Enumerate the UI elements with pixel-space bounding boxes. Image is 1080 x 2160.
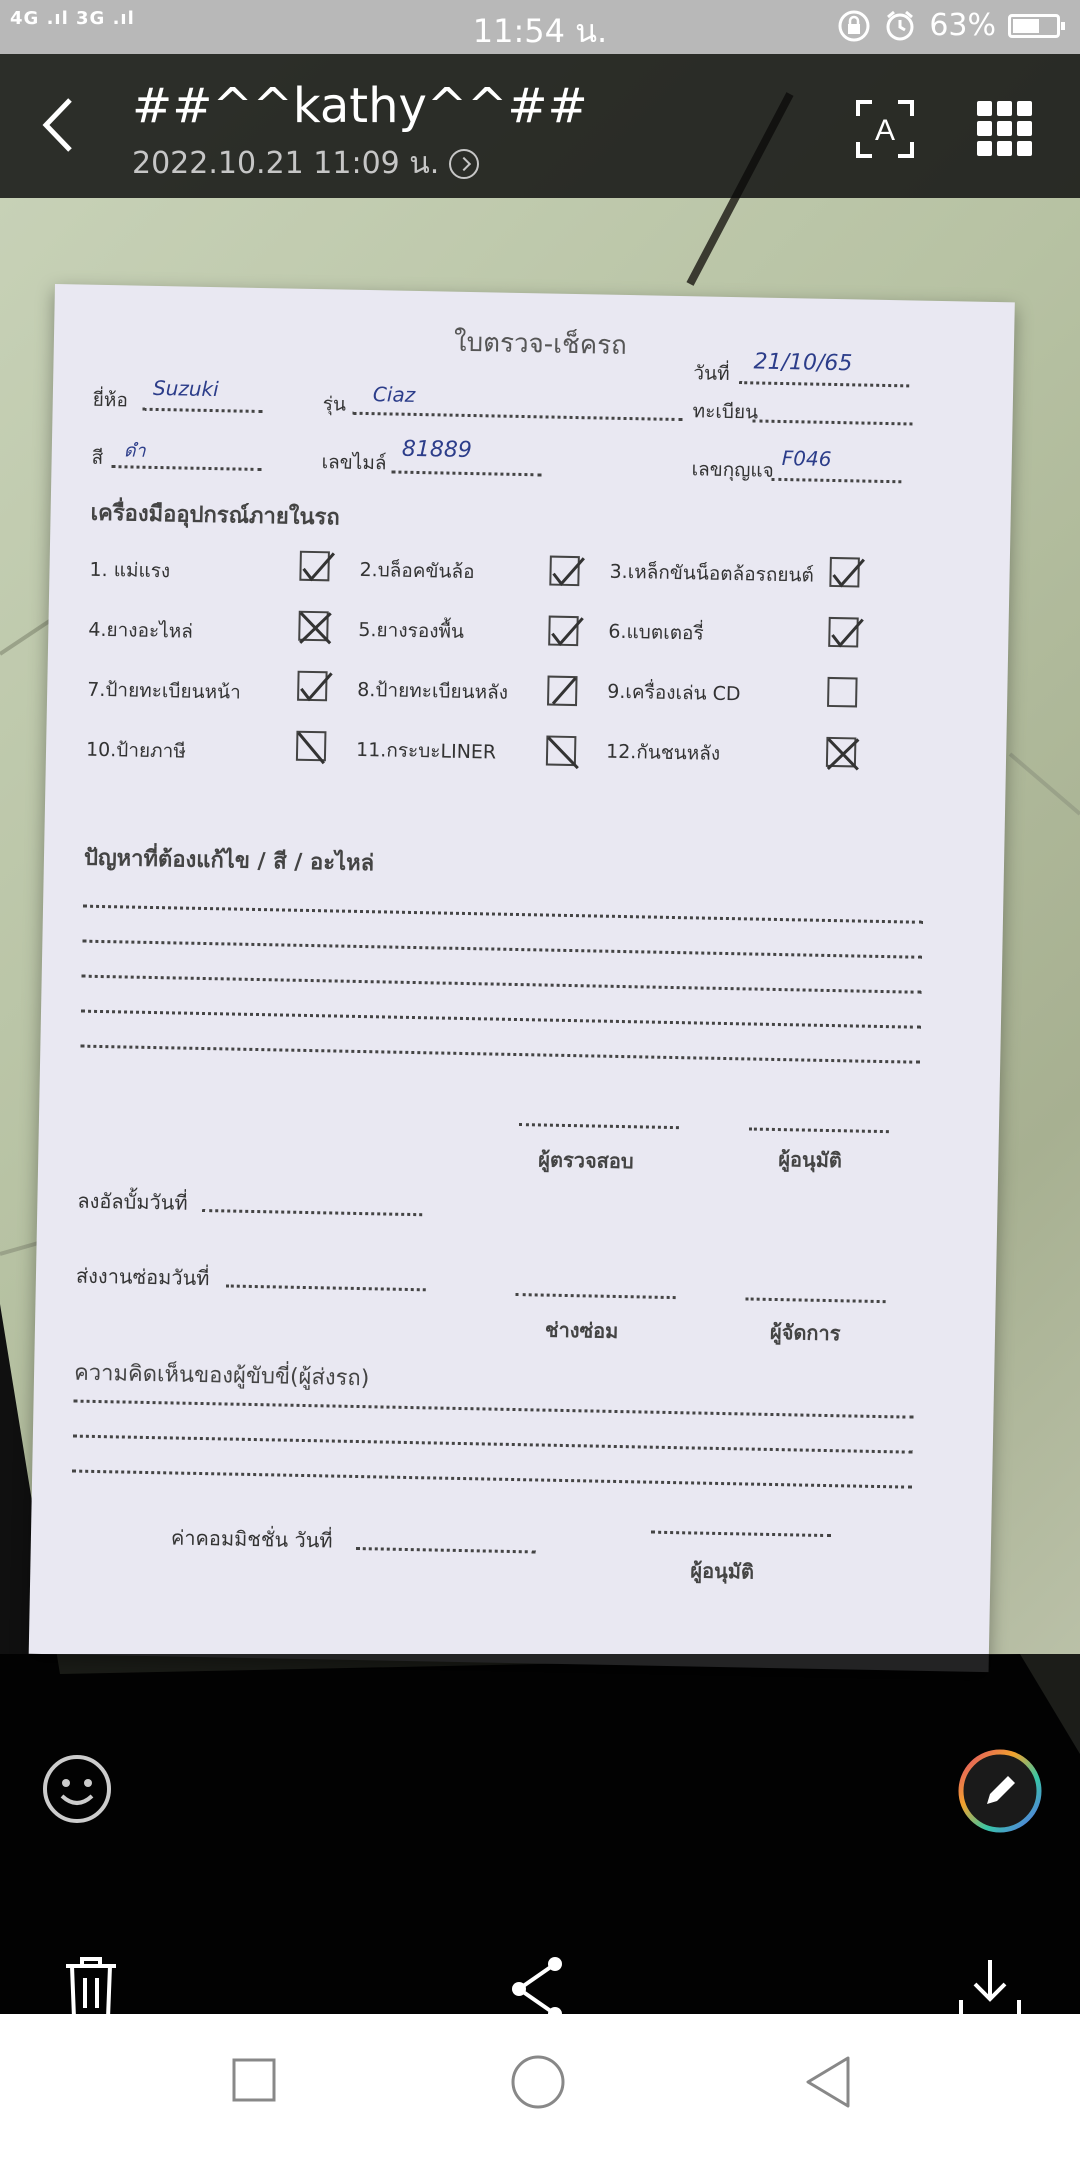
brand-label: ยี่ห้อ — [92, 388, 129, 412]
opinion-line — [74, 1400, 914, 1419]
battery-icon — [1008, 14, 1060, 38]
delete-button[interactable] — [58, 1954, 124, 2014]
manager-label: ผู้จัดการ — [769, 1319, 841, 1346]
manager-sign-line — [746, 1297, 886, 1303]
equipment-checkbox — [546, 736, 577, 767]
equipment-checkbox — [547, 676, 578, 707]
square-recents-icon — [230, 2056, 280, 2106]
key-label: เลขกุญแจ — [691, 458, 774, 482]
viewer-top-bar — [0, 54, 1080, 198]
brand-value: Suzuki — [152, 375, 219, 402]
problems-heading: ปัญหาที่ต้องแก้ไข / สี / อะไหล่ — [83, 845, 375, 877]
equipment-checkbox — [829, 557, 860, 588]
equipment-item: 9.เครื่องเล่น CD — [607, 680, 741, 706]
approver2-label: ผู้อนุมัติ — [690, 1558, 755, 1584]
equipment-checkbox — [828, 617, 859, 648]
signal-indicator: 4G .ıl 3G .ıl — [10, 8, 135, 29]
equipment-checkbox — [299, 551, 330, 582]
smiley-icon — [40, 1752, 114, 1826]
model-value: Ciaz — [372, 382, 416, 407]
viewer-bottom-bar — [0, 1654, 1080, 2014]
equipment-item: 5.ยางรองพื้น — [358, 618, 465, 643]
status-bar — [0, 0, 1080, 54]
mechanic-sign-line — [516, 1293, 676, 1299]
equipment-checkbox — [548, 616, 579, 647]
problem-line — [81, 1010, 921, 1029]
plate-line — [752, 419, 912, 425]
color-label: สี — [91, 446, 104, 469]
battery-percent: 63% — [929, 8, 996, 43]
download-button[interactable] — [955, 1954, 1025, 2014]
mileage-line — [391, 470, 541, 476]
timestamp-text: 2022.10.21 11:09 น. — [132, 146, 440, 181]
photo-timestamp[interactable] — [132, 140, 479, 187]
equipment-checkbox — [298, 611, 329, 642]
commission-label: ค่าคอมมิชชั่น วันที่ — [170, 1525, 333, 1553]
repair-date-line — [226, 1284, 426, 1291]
repair-date-label: ส่งงานซ่อมวันที่ — [75, 1263, 210, 1291]
equipment-heading: เครื่องมืออุปกรณ์ภายในรถ — [90, 500, 340, 531]
mileage-label: เลขไมล์ — [321, 451, 387, 475]
album-title: ##^^kathy^^## — [132, 78, 588, 134]
equipment-checkbox — [296, 731, 327, 762]
problem-line — [83, 905, 923, 924]
equipment-item: 11.กระบะLINER — [355, 738, 497, 764]
edit-button[interactable] — [955, 1746, 1045, 1836]
status-right — [837, 8, 1060, 43]
model-line — [353, 412, 683, 421]
text-recognition-button[interactable] — [850, 94, 920, 164]
mechanic-label: ช่างซ่อม — [544, 1317, 619, 1344]
mileage-value: 81889 — [401, 436, 473, 464]
equipment-item: 3.เหล็กขันน็อตล้อรถยนต์ — [609, 560, 814, 587]
home-button[interactable] — [510, 2054, 566, 2110]
back-nav-button[interactable] — [800, 2054, 856, 2110]
equipment-item: 7.ป้ายทะเบียนหน้า — [87, 678, 241, 704]
svg-text:A: A — [874, 114, 896, 147]
inspector-sign-line — [519, 1123, 679, 1129]
recents-button[interactable] — [230, 2056, 280, 2106]
alarm-icon — [883, 9, 917, 43]
commission-line — [356, 1547, 536, 1553]
chevron-right-icon — [449, 149, 479, 179]
equipment-checkbox — [826, 737, 857, 768]
pencil-edit-icon — [955, 1746, 1045, 1836]
model-label: รุ่น — [322, 393, 347, 416]
equipment-item: 10.ป้ายภาษี — [85, 738, 187, 763]
battery-fill — [1013, 19, 1039, 33]
equipment-item: 2.บล็อคขันล้อ — [359, 558, 475, 584]
approver-sign-line — [749, 1127, 889, 1133]
record-date-label: ลงอัลบั้มวันที่ — [77, 1188, 188, 1215]
share-button[interactable] — [505, 1954, 571, 2014]
record-date-line — [202, 1209, 422, 1216]
problem-line — [82, 940, 922, 959]
key-value: F046 — [781, 445, 832, 471]
opinion-line — [72, 1470, 912, 1489]
key-line — [771, 478, 901, 483]
equipment-item: 8.ป้ายทะเบียนหลัง — [357, 678, 509, 704]
status-time: 11:54 น. — [472, 12, 608, 50]
problem-line — [80, 1045, 920, 1064]
opinion-line — [73, 1435, 913, 1454]
circle-home-icon — [510, 2054, 566, 2110]
form-title: ใบตรวจ-เช็ครถ — [453, 327, 628, 361]
emoji-button[interactable] — [40, 1752, 114, 1826]
plate-label: ทะเบียน — [692, 400, 759, 424]
equipment-item: 4.ยางอะไหล่ — [88, 618, 194, 643]
trash-icon — [58, 1954, 124, 2014]
approver-label: ผู้อนุมัติ — [778, 1147, 843, 1173]
text-recognition-icon — [850, 94, 920, 164]
equipment-item: 1. แม่แรง — [89, 558, 171, 583]
download-icon — [955, 1954, 1025, 2014]
opinion-heading: ความคิดเห็นของผู้ขับขี่(ผู้ส่งรถ) — [73, 1360, 370, 1392]
equipment-checkbox — [297, 671, 328, 702]
approver2-sign-line — [651, 1531, 831, 1537]
back-button[interactable] — [30, 90, 90, 160]
brand-line — [143, 408, 263, 413]
system-nav-bar — [0, 2014, 1080, 2160]
grid-menu-button[interactable] — [975, 99, 1035, 159]
triangle-back-icon — [800, 2054, 856, 2110]
lock-rotation-icon — [837, 9, 871, 43]
document-paper — [29, 284, 1015, 1672]
problem-line — [82, 975, 922, 994]
equipment-checkbox — [549, 556, 580, 587]
share-icon — [505, 1954, 571, 2014]
color-value: ดำ — [123, 440, 146, 462]
date-value: 21/10/65 — [753, 349, 853, 377]
color-line — [111, 465, 261, 471]
equipment-checkbox — [827, 677, 858, 708]
equipment-item: 12.กันชนหลัง — [605, 740, 721, 765]
photo-viewer[interactable] — [0, 54, 1080, 2014]
date-label: วันที่ — [693, 362, 730, 385]
grid-menu-icon — [975, 99, 1035, 159]
back-arrow-icon — [30, 90, 90, 160]
date-line — [739, 381, 909, 387]
equipment-item: 6.แบตเตอรี่ — [608, 620, 704, 645]
inspection-form — [29, 284, 1015, 1672]
inspector-label: ผู้ตรวจสอบ — [538, 1147, 634, 1174]
